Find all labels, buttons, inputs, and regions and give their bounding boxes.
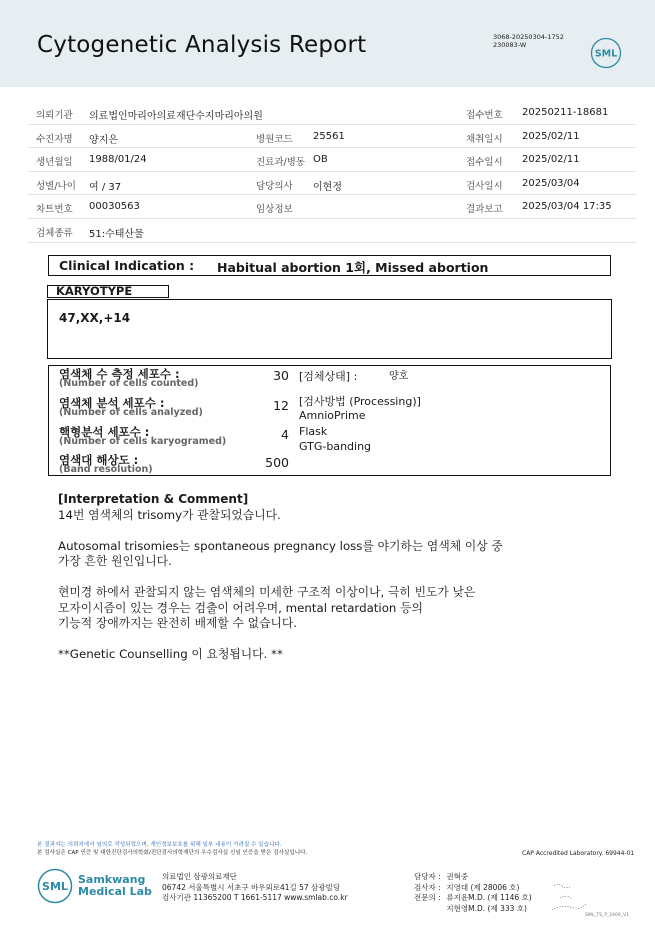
specimen-label: 검체종류	[36, 227, 73, 239]
specimen-value: 51:수태산물	[89, 228, 144, 240]
staff-label: 전문의 :	[414, 893, 441, 902]
info-row	[28, 195, 636, 219]
cells-karyogramed-en: (Number of cells karyogramed)	[59, 436, 227, 447]
received-value: 2025/02/11	[522, 154, 580, 166]
staff-value: 지현영M.D. (제 333 호)	[446, 903, 527, 913]
interpretation-line: 현미경 하에서 관찰되지 않는 염색체의 미세한 구조적 이상이나, 극히 빈도가 낮은	[58, 585, 476, 599]
info-row	[28, 101, 636, 125]
signature-icon	[540, 878, 600, 918]
report-code-line1: 3068-20250304-1752	[493, 33, 564, 41]
sex-age-label: 성별/나이	[36, 180, 76, 192]
cells-counted-label	[59, 369, 199, 389]
samkwang-logo-text: SML	[42, 880, 68, 893]
document-id: SML_TS_P_2400_V1	[585, 913, 629, 918]
staff-label: 담당자 :	[414, 872, 441, 881]
staff-label: 검사자 :	[414, 882, 441, 892]
patient-value: 양지은	[89, 134, 118, 146]
receipt-no-label: 접수번호	[466, 110, 503, 121]
clinical-indication-label: Clinical Indication :	[59, 258, 195, 273]
footer-note-2: 본 검사실은 CAP 인증 및 대한진단검사의학회/진단검사의학재단의 우수검사실 신임 인증을 받은 검사실입니다.	[37, 850, 308, 856]
cells-counted-ko: 염색체 수 측정 세포수 :	[59, 367, 180, 381]
cap-accreditation: CAP Accredited Laboratory. 69944-01	[522, 850, 635, 857]
cells-karyogramed-ko: 핵형분석 세포수 :	[59, 425, 150, 439]
collected-value: 2025/02/11	[522, 130, 580, 142]
samkwang-brand	[78, 874, 152, 898]
address-line: 검사기관 11365200 T 1661-5117 www.smlab.co.kr	[162, 893, 348, 902]
analysis-stats-box	[48, 365, 611, 476]
sex-age-value: 여 / 37	[89, 181, 122, 193]
clinical-indication-box	[48, 255, 611, 276]
staff-value: 지영대 (제 28006 호)	[446, 882, 520, 892]
patient-info-table	[28, 101, 636, 243]
report-code	[493, 33, 564, 49]
processing-gtg-banding: GTG-banding	[299, 440, 372, 453]
institution-label: 의뢰기관	[36, 110, 73, 121]
patient-label: 수진자명	[36, 133, 73, 145]
staff-value: 류지윤M.D. (제 1146 호)	[446, 893, 532, 902]
processing-flask: Flask	[299, 425, 328, 438]
info-row	[28, 148, 636, 172]
specimen-status-value: 양호	[389, 371, 409, 382]
band-resolution-en: (Band resolution)	[59, 464, 153, 475]
sml-logo-icon	[590, 37, 622, 69]
karyotype-label: KARYOTYPE	[47, 285, 169, 298]
specimen-status-label: [검체상태] :	[299, 370, 358, 383]
clinical-indication-value: Habitual abortion 1회, Missed abortion	[217, 260, 489, 275]
report-code-line2: 230083-W	[493, 41, 527, 49]
cells-karyogramed-value: 4	[281, 427, 289, 442]
samkwang-logo-icon	[37, 868, 73, 904]
address-line: 06742 서울특별시 서초구 바우뫼로41길 57 삼광빌딩	[162, 882, 341, 892]
sml-logo-text: SML	[594, 48, 618, 60]
ward-code-value: 25561	[313, 130, 345, 142]
reported-label: 결과보고	[466, 204, 503, 216]
cells-analyzed-value: 12	[273, 398, 289, 413]
chart-value: 00030563	[89, 201, 140, 213]
report-header	[0, 0, 655, 87]
brand-line-1: Samkwang	[78, 873, 146, 886]
ward-code-label: 병원코드	[256, 133, 293, 145]
birth-label: 생년월일	[36, 157, 73, 169]
staff-value: 권혁중	[446, 872, 469, 881]
karyotype-value: 47,XX,+14	[59, 311, 131, 325]
institution-value: 의료법인마리아의료재단수지마리아의원	[89, 111, 263, 122]
footer-note-1: 본 결과지는 의뢰처에서 임의로 작성되었으며, 개인정보보호를 위해 일부 내용이 가려질 수 있습니다.	[37, 842, 282, 848]
karyotype-box	[47, 299, 612, 359]
report-title: Cytogenetic Analysis Report	[37, 32, 367, 58]
birth-value: 1988/01/24	[89, 154, 147, 166]
info-row	[28, 125, 636, 149]
receipt-no-value: 20250211-18681	[522, 107, 609, 118]
clinical-info-label: 임상정보	[256, 204, 293, 216]
cells-counted-value: 30	[273, 368, 289, 383]
cells-analyzed-label	[59, 398, 203, 418]
lab-address	[162, 872, 348, 904]
info-row	[28, 219, 636, 243]
band-resolution-ko: 염색대 해상도 :	[59, 453, 139, 467]
cells-analyzed-en: (Number of cells analyzed)	[59, 407, 203, 418]
interpretation-line: 14번 염색체의 trisomy가 관찰되었습니다.	[58, 507, 281, 522]
tested-label: 검사일시	[466, 180, 503, 192]
interpretation-line: Autosomal trisomies는 spontaneous pregnancy loss를 야기하는 염색체 이상 중	[58, 538, 503, 553]
processing-amnioprime: AmnioPrime	[299, 409, 366, 422]
interpretation-line: 모자이시즘이 있는 경우는 검출이 어려우며, mental retardation 등의	[58, 600, 423, 615]
tested-value: 2025/03/04	[522, 177, 580, 189]
cells-analyzed-ko: 염색체 분석 세포수 :	[59, 396, 165, 410]
band-resolution-label	[59, 455, 153, 475]
interpretation-heading: [Interpretation & Comment]	[58, 492, 249, 506]
interpretation-line: 가장 흔한 원인입니다.	[58, 554, 172, 568]
interpretation-section	[58, 492, 618, 663]
dept-value: OB	[313, 154, 328, 166]
info-row	[28, 172, 636, 196]
processing-label: [검사방법 (Processing)]	[299, 395, 421, 408]
chart-label: 차트번호	[36, 204, 73, 216]
received-label: 접수일시	[466, 157, 503, 169]
interpretation-line: **Genetic Counselling 이 요청됩니다. **	[58, 647, 283, 661]
cells-counted-en: (Number of cells counted)	[59, 378, 199, 389]
lab-staff	[414, 872, 532, 914]
doctor-label: 담당의사	[256, 180, 293, 192]
doctor-value: 이현정	[313, 181, 342, 193]
interpretation-line: 기능적 장애까지는 완전히 배제할 수 없습니다.	[58, 616, 298, 630]
brand-line-2: Medical Lab	[78, 885, 152, 898]
address-line: 의료법인 삼광의료재단	[162, 872, 237, 881]
reported-value: 2025/03/04 17:35	[522, 201, 612, 213]
collected-label: 채취일시	[466, 133, 503, 145]
band-resolution-value: 500	[265, 455, 289, 470]
cells-karyogramed-label	[59, 427, 226, 447]
dept-label: 진료과/병동	[256, 157, 306, 169]
